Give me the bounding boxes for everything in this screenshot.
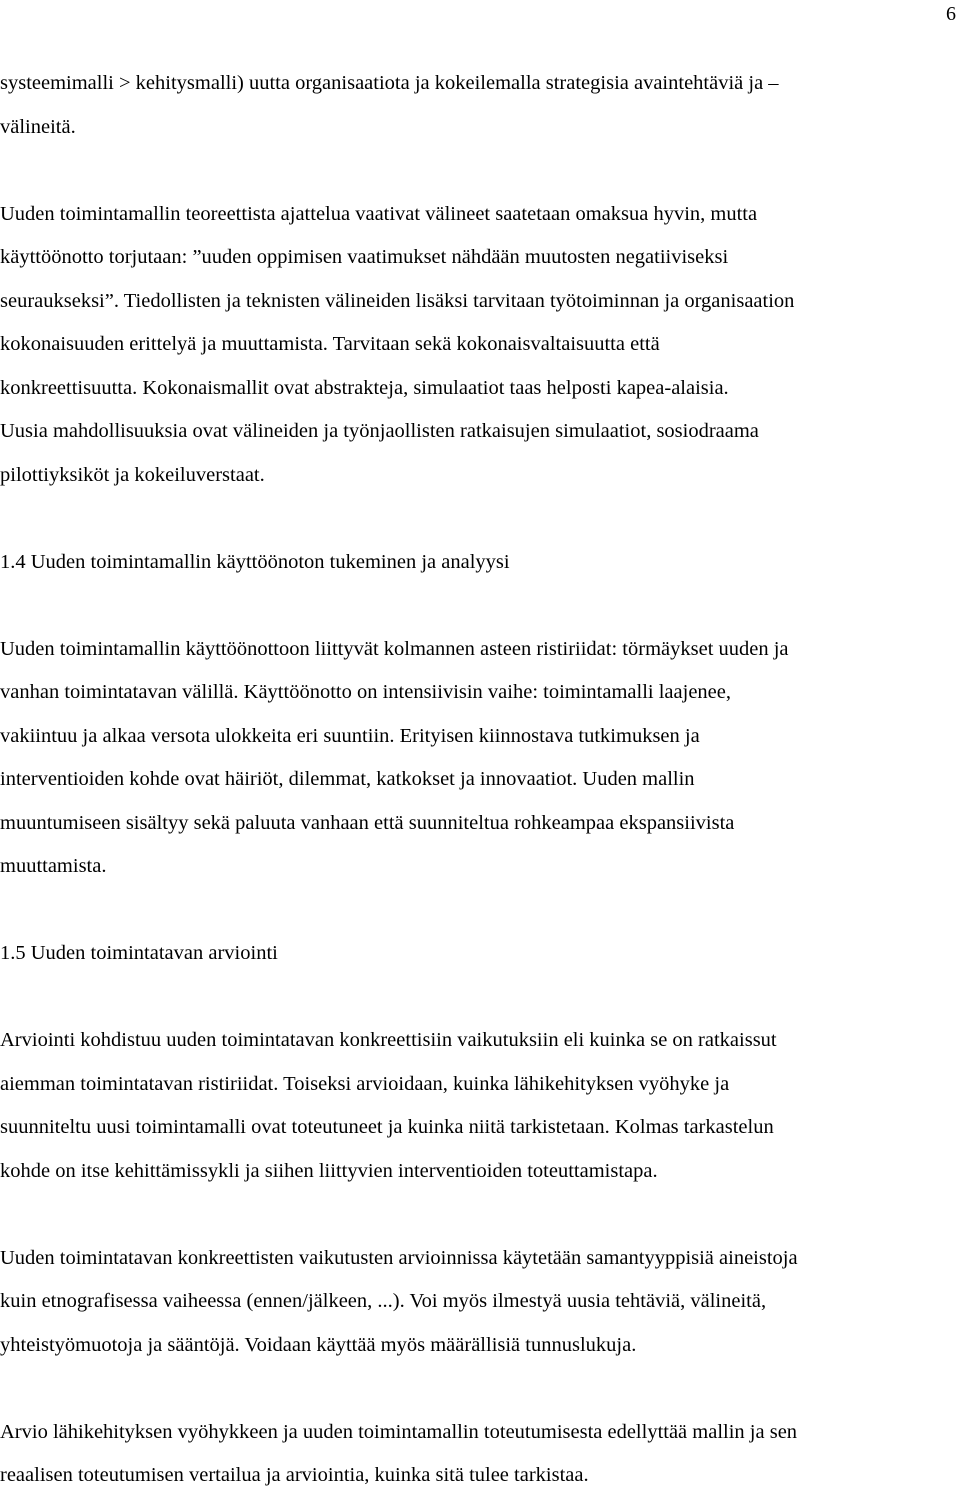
text-line: muuntumiseen sisältyy sekä paluuta vanhaan että suunniteltua rohkeampaa ekspansiivista (0, 811, 735, 834)
paragraph (0, 1411, 958, 1498)
text-line: välineitä. (0, 115, 76, 138)
text-line: vakiintuu ja alkaa versota ulokkeita eri suuntiin. Erityisen kiinnostava tutkimuksen ja (0, 724, 700, 747)
section-heading: 1.4 Uuden toimintamallin käyttöönoton tukeminen ja analyysi (0, 550, 510, 573)
text-line: Arvio lähikehityksen vyöhykkeen ja uuden toimintamallin toteutumisesta edellyttää mallin ja sen (0, 1420, 798, 1443)
text-line: muuttamista. (0, 855, 107, 877)
text-line: kuin etnografisessa vaiheessa (ennen/jälkeen, ...). Voi myös ilmestyä uusia tehtäviä, välineitä, (0, 1290, 767, 1312)
paragraph (0, 628, 958, 889)
text-line: pilottiyksiköt ja kokeiluverstaat. (0, 463, 265, 486)
text-line: vanhan toimintatavan välillä. Käyttöönotto on intensiivisin vaihe: toimintamalli laajenee, (0, 681, 731, 703)
text-line: Uusia mahdollisuuksia ovat välineiden ja työnjaollisten ratkaisujen simulaatiot, sosiodraama (0, 420, 759, 442)
text-line: kokonaisuuden erittelyä ja muuttamista. Tarvitaan sekä kokonaisvaltaisuutta että (0, 333, 660, 355)
paragraph (0, 1237, 958, 1368)
text-line: reaalisen toteutumisen vertailua ja arviointia, kuinka sitä tulee tarkistaa. (0, 1464, 589, 1486)
text-line: Uuden toimintamallin käyttöönottoon liittyvät kolmannen asteen ristiriidat: törmäykset uuden ja (0, 637, 789, 660)
text-line: käyttöönotto torjutaan: ”uuden oppimisen vaatimukset nähdään muutosten negatiiviseksi (0, 246, 729, 268)
text-line: kohde on itse kehittämissykli ja siihen liittyvien interventioiden toteuttamistapa. (0, 1159, 658, 1182)
text-line: systeemimalli > kehitysmalli) uutta organisaatiota ja kokeilemalla strategisia avaintehtäviä ja – (0, 72, 779, 94)
paragraph (0, 62, 958, 149)
text-line: Uuden toimintatavan konkreettisten vaikutusten arvioinnissa käytetään samantyyppisiä aineistoja (0, 1246, 798, 1269)
text-line: aiemman toimintatavan ristiriidat. Toiseksi arvioidaan, kuinka lähikehityksen vyöhyke ja (0, 1072, 730, 1095)
paragraph (0, 1019, 958, 1193)
text-line: interventioiden kohde ovat häiriöt, dilemmat, katkokset ja innovaatiot. Uuden mallin (0, 768, 695, 790)
section-heading: 1.5 Uuden toimintatavan arviointi (0, 942, 278, 964)
text-line: suunniteltu uusi toimintamalli ovat toteutuneet ja kuinka niitä tarkistetaan. Kolmas tarkastelun (0, 1116, 774, 1138)
text-line: seuraukseksi”. Tiedollisten ja teknisten välineiden lisäksi tarvitaan työtoiminnan ja organisaation (0, 289, 795, 312)
document-body (0, 62, 958, 1498)
text-line: Arviointi kohdistuu uuden toimintatavan konkreettisiin vaikutuksiin eli kuinka se on ratkaissut (0, 1029, 777, 1051)
text-line: Uuden toimintamallin teoreettista ajattelua vaativat välineet saatetaan omaksua hyvin, mutta (0, 202, 758, 225)
text-line: konkreettisuutta. Kokonaismallit ovat abstrakteja, simulaatiot taas helposti kapea-alaisia. (0, 376, 729, 399)
paragraph (0, 193, 958, 498)
page-number: 6 (946, 3, 956, 25)
text-line: yhteistyömuotoja ja sääntöjä. Voidaan käyttää myös määrällisiä tunnuslukuja. (0, 1333, 637, 1356)
